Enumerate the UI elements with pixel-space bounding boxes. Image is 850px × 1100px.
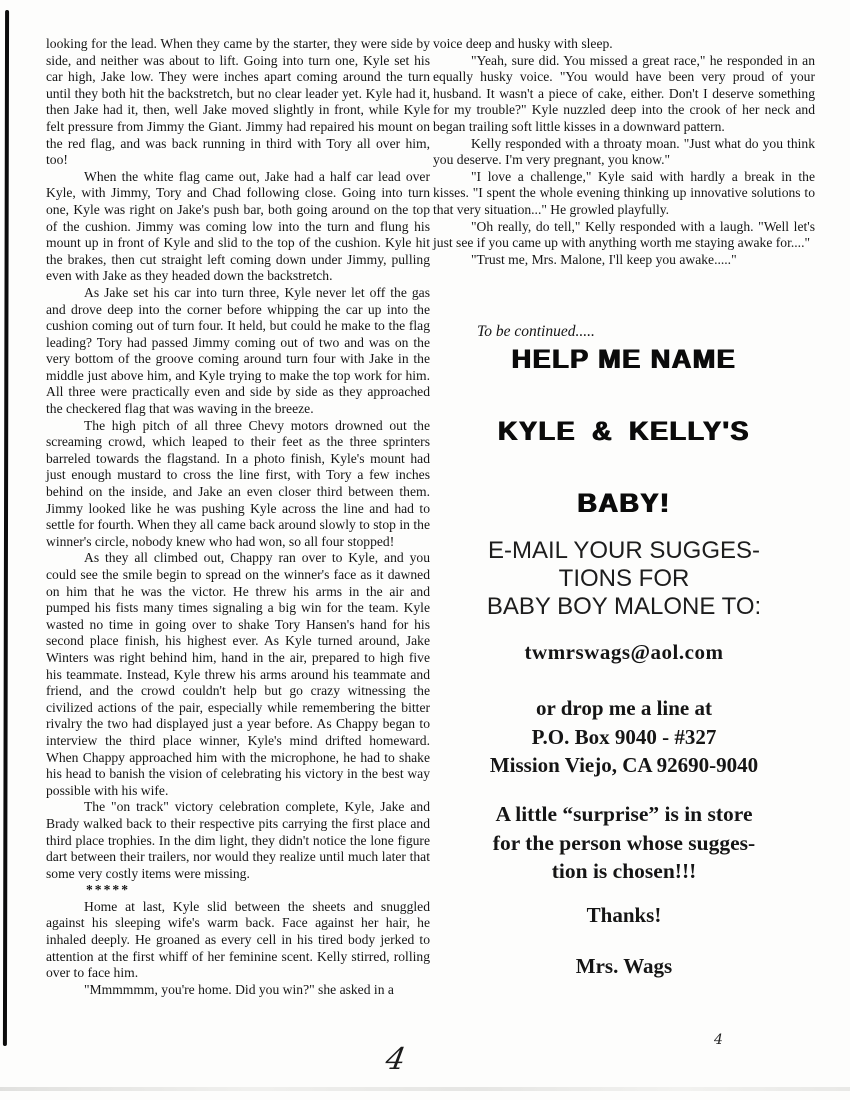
story-column-left [46,36,430,998]
story-paragraph: "Yeah, sure did. You missed a great race," he responded in an equally husky voice. "You would have been very proud of your husband. It wasn't a piece of cake, either. Don't I deserve something for my trouble?" Kyle nuzzled deep into the crook of her neck and began trailing soft little kisses in a downward pattern. [433,52,815,134]
mailing-address-line: Mission Viejo, CA 92690-9040 [489,753,759,777]
story-paragraph: "I love a challenge," Kyle said with hardly a break in the kisses. "I spent the whole evening thinking up innovative solutions to that very situation..." He growled playfully. [433,168,815,217]
story-paragraph: Kelly responded with a throaty moan. "Just what do you think you deserve. I'm very pregnant, you know." [433,135,815,168]
email-instructions [433,537,815,621]
email-instructions-line: BABY BOY MALONE TO: [486,593,762,620]
surprise-note [433,800,815,886]
story-paragraph: Home at last, Kyle slid between the sheets and snuggled against his sleeping wife's warm back. Face against her hair, he inhaled deeply. He groaned as every cell in his tired body jerked to attention at the first whiff of her feminine scent. Kelly stirred, rolling over to face him. [46,898,430,981]
story-paragraph: When the white flag came out, Jake had a half car lead over Kyle, with Jimmy, Tory and Chad following close. Going into turn one, Kyle was right on Jake's push bar, both going around on the top of the cushion. Jimmy was coming low into the turn and flung his mount up in front of Kyle and slid to the top of the cushion. Kyle hit the brakes, then cut straight left coming down under Jimmy, pulling even with Jake as they headed down the backstretch. [46,168,430,284]
thanks-text: Thanks! [586,903,662,927]
mailing-address [433,694,815,780]
page-number-handwritten: 4 [382,1042,409,1077]
scene-break-asterisks: ***** [86,882,130,898]
story-paragraph: "Oh really, do tell," Kelly responded with a laugh. "Well let's just see if you came up with anything worth me staying awake for...." [433,218,815,251]
story-paragraph: looking for the lead. When they came by the starter, they were side by side, and neither was about to lift. Going into turn one, Kyle set his car high, Jake low. They were inches apart coming around the turn until they both hit the backstretch, but no clear leader yet. Kyle had it, then Jake had it, then, well Jake moved slightly in front, while Kyle felt pressure from Jimmy the Giant. Jimmy had repaired his mount on the red flag, and was back running in third with Tory all over him, too! [46,36,430,168]
story-paragraph: "Trust me, Mrs. Malone, I'll keep you awake....." [471,251,737,267]
scan-artifact-left-line [3,10,9,1046]
surprise-note-line: tion is chosen!!! [551,859,697,883]
mailing-address-line: or drop me a line at [536,696,712,720]
story-paragraph: The "on track" victory celebration complete, Kyle, Jake and Brady walked back to their respective pits carrying the first place and third place trophies. In the dim light, they didn't notice the lone figure dart between their trailers, nor would they realize until much later that some very costly items were missing. [46,799,430,881]
story-column-right [433,36,815,268]
email-instructions-line: TIONS FOR [558,565,690,592]
announcement-title-line-3: BABY! [577,488,671,518]
surprise-note-line: A little “surprise” is in store [495,802,753,826]
story-paragraph: voice deep and husky with sleep. [433,36,613,51]
to-be-continued-note: To be continued..... [477,323,595,340]
email-address: twmrswags@aol.com [524,640,724,664]
story-paragraph: As Jake set his car into turn three, Kyle never let off the gas and drove deep into the corner before whipping the car up into the cushion coming out of turn four. It held, but could he make to the flag leading? Tory had passed Jimmy coming out of two and was on the very bottom of the groove coming around turn four with Jake in the middle just above him, and Kyle trying to make the top work for him. All three were practically even and side by side as they approached the checkered flag that was waving in the breeze. [46,284,430,417]
announcement-title-line-1: HELP ME NAME [511,344,737,374]
surprise-note-line: for the person whose sugges- [492,830,756,855]
signature-text: Mrs. Wags [575,954,673,978]
scan-artifact-bottom-edge [0,1087,850,1091]
story-paragraph: The high pitch of all three Chevy motors drowned out the screaming crowd, which leaped to their feet as the three sprinters barreled towards the flagstand. In a photo finish, Kyle's mount had just enough mustard to cross the line first, with Tory a few inches behind on the inside, and Jake an even closer third between them. Jimmy looked like he was pushing Kyle across the line and had to settle for fourth. When they all came back around slowly to stop in the winner's circle, nobody knew who had won, so all four stopped! [46,417,430,549]
announcement-title-line-2: KYLE & KELLY'S [498,416,750,446]
page-number-corner: 4 [714,1032,723,1048]
email-instructions-line: E-MAIL YOUR SUGGES- [487,537,761,564]
story-paragraph: As they all climbed out, Chappy ran over to Kyle, and you could see the smile begin to spread on the winner's face as it dawned on him that he was the victor. He threw his arms in the air and pumped his fists many times signaling a big win for the team. Kyle wasted no time in going over to shake Tory Hansen's hand for his second place finish, his highest ever. As Kyle turned around, Jake Winters was right behind him, hand in the air, prepared to high five his teammate. Instead, Kyle threw his arms around his teammate and friend, and the crowd couldn't help but go crazy witnessing the civilized actions of the pair, especially while remembering the bitter rivalry the two had displayed just a year before. As Chappy began to interview the third place winner, Kyle's mind drifted homeward. When Chappy approached him with the microphone, he had to shake his head to banish the vision of celebrating his victory in the best way possible with his wife. [46,550,430,798]
story-paragraph: "Mmmmmm, you're home. Did you win?" she asked in a [84,981,394,997]
mailing-address-line: P.O. Box 9040 - #327 [531,724,717,749]
